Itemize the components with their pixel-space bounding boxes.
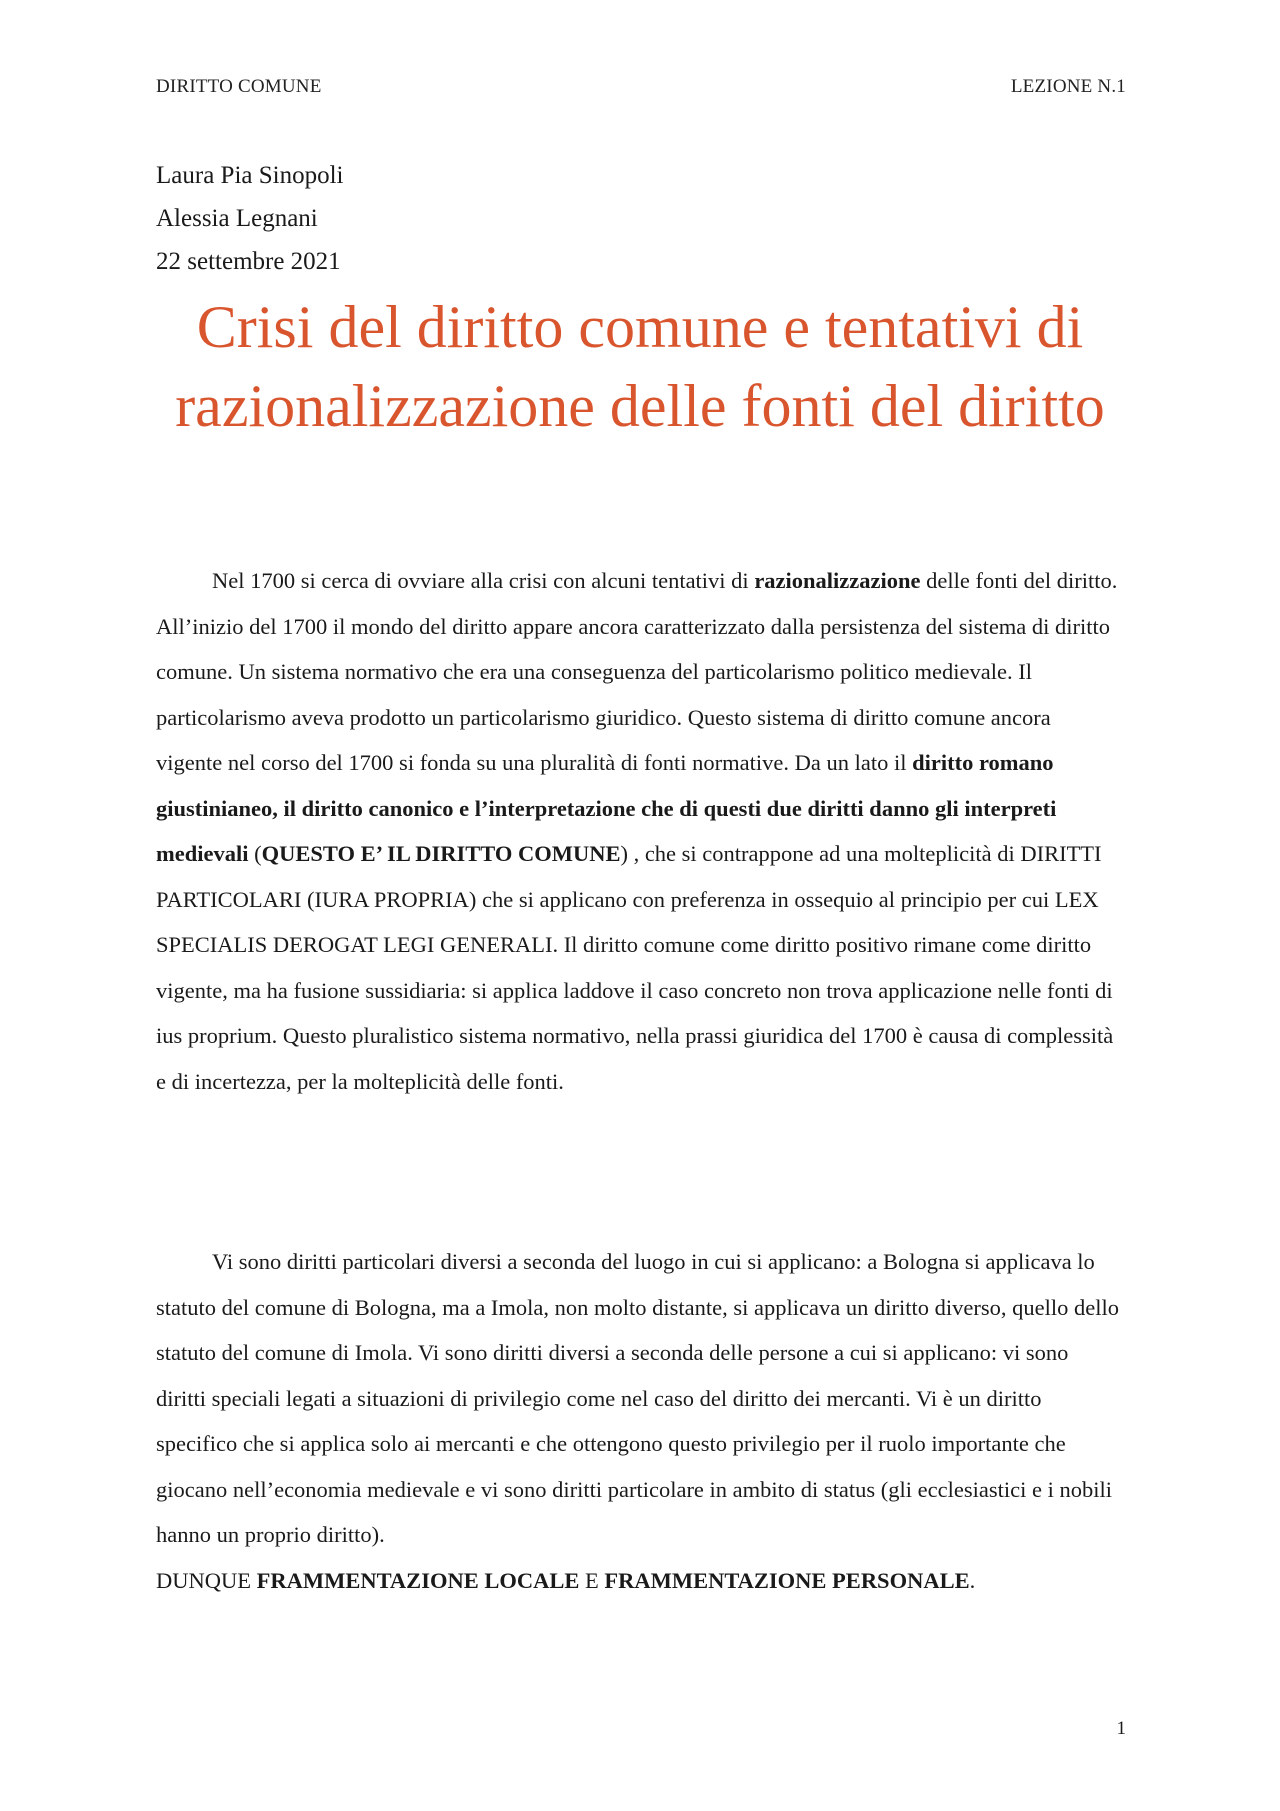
bold-term: razionalizzazione — [754, 568, 921, 593]
body-paragraph-1 — [156, 558, 1122, 1104]
page-number: 1 — [1116, 1718, 1126, 1739]
bold-term: diritto romano giustinianeo, il diritto canonico e l’interpretazione che di questi due diritti danno gli interpreti medievali — [156, 750, 1057, 866]
conclusion-line — [156, 1558, 1122, 1604]
author-name: Alessia Legnani — [156, 205, 318, 232]
text-run: E — [579, 1567, 605, 1593]
text-run: Nel 1700 si cerca di ovviare alla crisi con alcuni tentativi di — [212, 568, 755, 593]
document-meta — [156, 154, 343, 283]
bold-term: FRAMMENTAZIONE LOCALE — [256, 1567, 580, 1593]
text-run: . — [969, 1567, 976, 1593]
header-course-title: DIRITTO COMUNE — [156, 76, 322, 97]
body-paragraph-2 — [156, 1239, 1122, 1603]
page-header — [156, 76, 1126, 98]
bold-term: QUESTO E’ IL DIRITTO COMUNE — [261, 841, 621, 866]
text-run: ) , che si contrappone ad una molteplicità di DIRITTI PARTICOLARI (IURA PROPRIA) che si applicano con preferenza in ossequio al principio per cui LEX SPECIALIS DEROGAT LEGI GENERALI. Il diritto comune come diritto positivo rimane come diritto vigente, ma ha fusione sussidiaria: si applica laddove il caso concreto non trova applicazione nelle fonti di ius proprium. Questo pluralistico sistema normativo, nella prassi giuridica del 1700 è causa di complessità e di incertezza, per la molteplicità delle fonti. — [156, 841, 1114, 1094]
paragraph-text: Vi sono diritti particolari diversi a seconda del luogo in cui si applicano: a Bologna si applicava lo statuto del comune di Bologna, ma a Imola, non molto distante, si applicava un diritto diverso, quello dello statuto del comune di Imola. Vi sono diritti diversi a seconda delle persone a cui si applicano: vi sono diritti speciali legati a situazioni di privilegio come nel caso del diritto dei mercanti. Vi è un diritto specifico che si applica solo ai mercanti e che ottengono questo privilegio per il ruolo importante che giocano nell’economia medievale e vi sono diritti particolare in ambito di status (gli ecclesiastici e i nobili hanno un proprio diritto). — [156, 1249, 1119, 1547]
text-run: delle fonti del diritto. All’inizio del 1700 il mondo del diritto appare ancora caratterizzato dalla persistenza del sistema di diritto comune. Un sistema normativo che era una conseguenza del particolarismo politico medievale. Il particolarismo aveva prodotto un particolarismo giuridico. Questo sistema di diritto comune ancora vigente nel corso del 1700 si fonda su una pluralità di fonti normative. Da un lato il — [156, 568, 1118, 775]
paragraph-text — [156, 558, 1122, 1104]
header-lesson-number: LEZIONE N.1 — [1010, 76, 1126, 97]
bold-term: FRAMMENTAZIONE PERSONALE — [604, 1567, 970, 1593]
lesson-date: 22 settembre 2021 — [156, 248, 341, 275]
text-run: ( — [248, 841, 262, 866]
author-name: Laura Pia Sinopoli — [156, 162, 344, 189]
text-run: DUNQUE — [156, 1567, 257, 1593]
page-title: Crisi del diritto comune e tentativi di razionalizzazione delle fonti del diritto — [175, 294, 1105, 439]
